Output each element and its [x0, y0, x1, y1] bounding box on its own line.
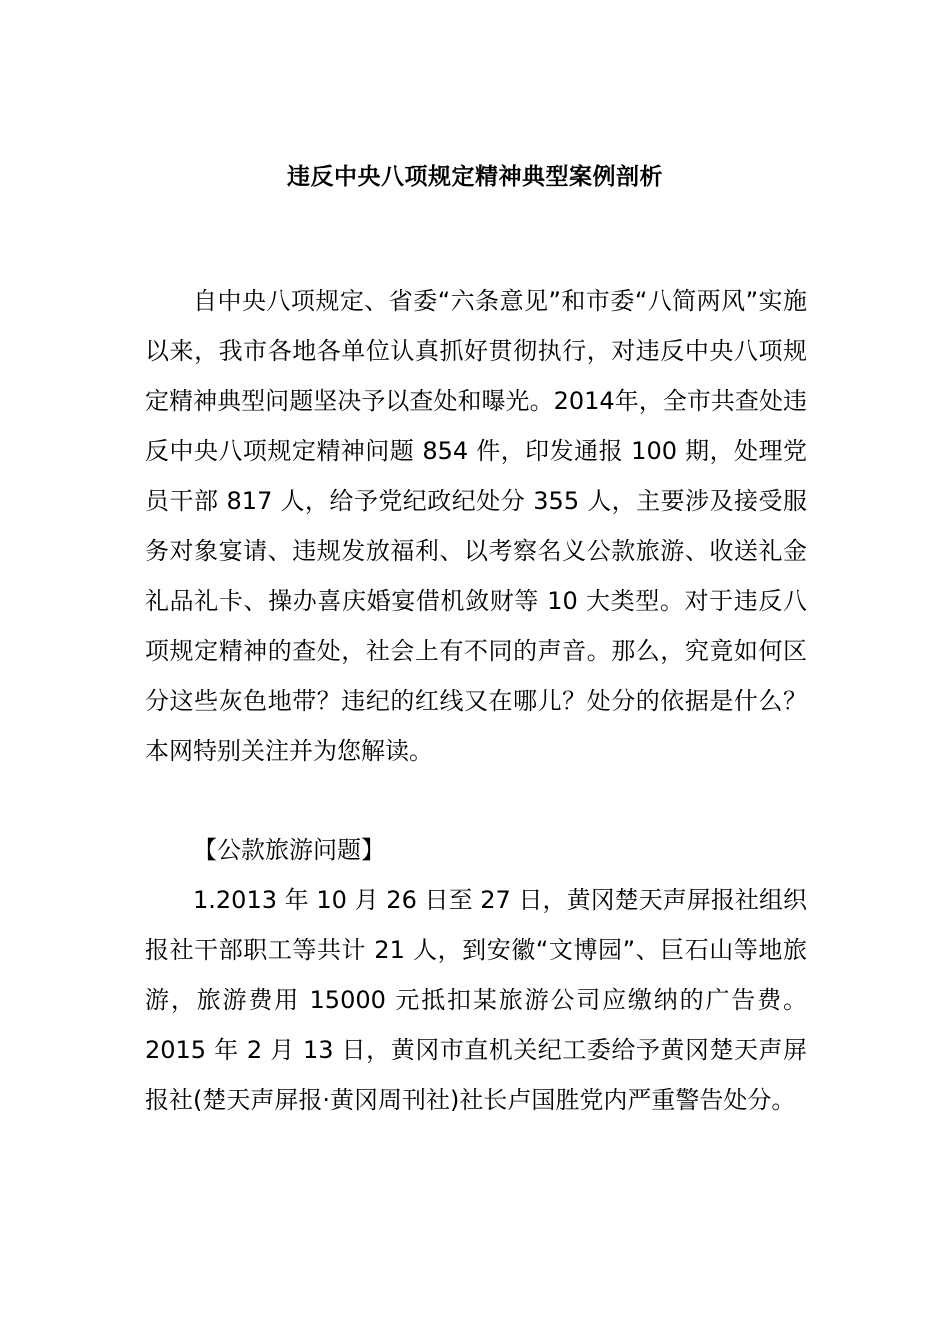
case-paragraph: 1.2013 年 10 月 26 日至 27 日，黄冈楚天声屏报社组织报社干部职工等共计 21 人，到安徽“文博园”、巨石山等地旅游，旅游费用 15000 元抵扣某旅游公司应缴纳的广告费。2015 年 2 月 13 日，黄冈市直机关纪工委给予黄冈楚天声屏报社(楚天声屏报·黄冈周刊社)社长卢国胜党内严重警告处分。 [145, 886, 807, 1114]
intro-paragraph: 自中央八项规定、省委“六条意见”和市委“八简两风”实施以来，我市各地各单位认真抓好贯彻执行，对违反中央八项规定精神典型问题坚决予以查处和曝光。2014年，全市共查处违反中央八项规定精神问题 854 件，印发通报 100 期，处理党员干部 817 人，给予党纪政纪处分 355 人，主要涉及接受服务对象宴请、违规发放福利、以考察名义公款旅游、收送礼金礼品礼卡、操办喜庆婚宴借机敛财等 10 大类型。对于违反八项规定精神的查处，社会上有不同的声音。那么，究竟如何区分这些灰色地带？违纪的红线又在哪儿？处分的依据是什么？本网特别关注并为您解读。 [145, 287, 807, 765]
section-heading: 【公款旅游问题】 [193, 836, 385, 864]
document-title: 违反中央八项规定精神典型案例剖析 [287, 164, 663, 190]
